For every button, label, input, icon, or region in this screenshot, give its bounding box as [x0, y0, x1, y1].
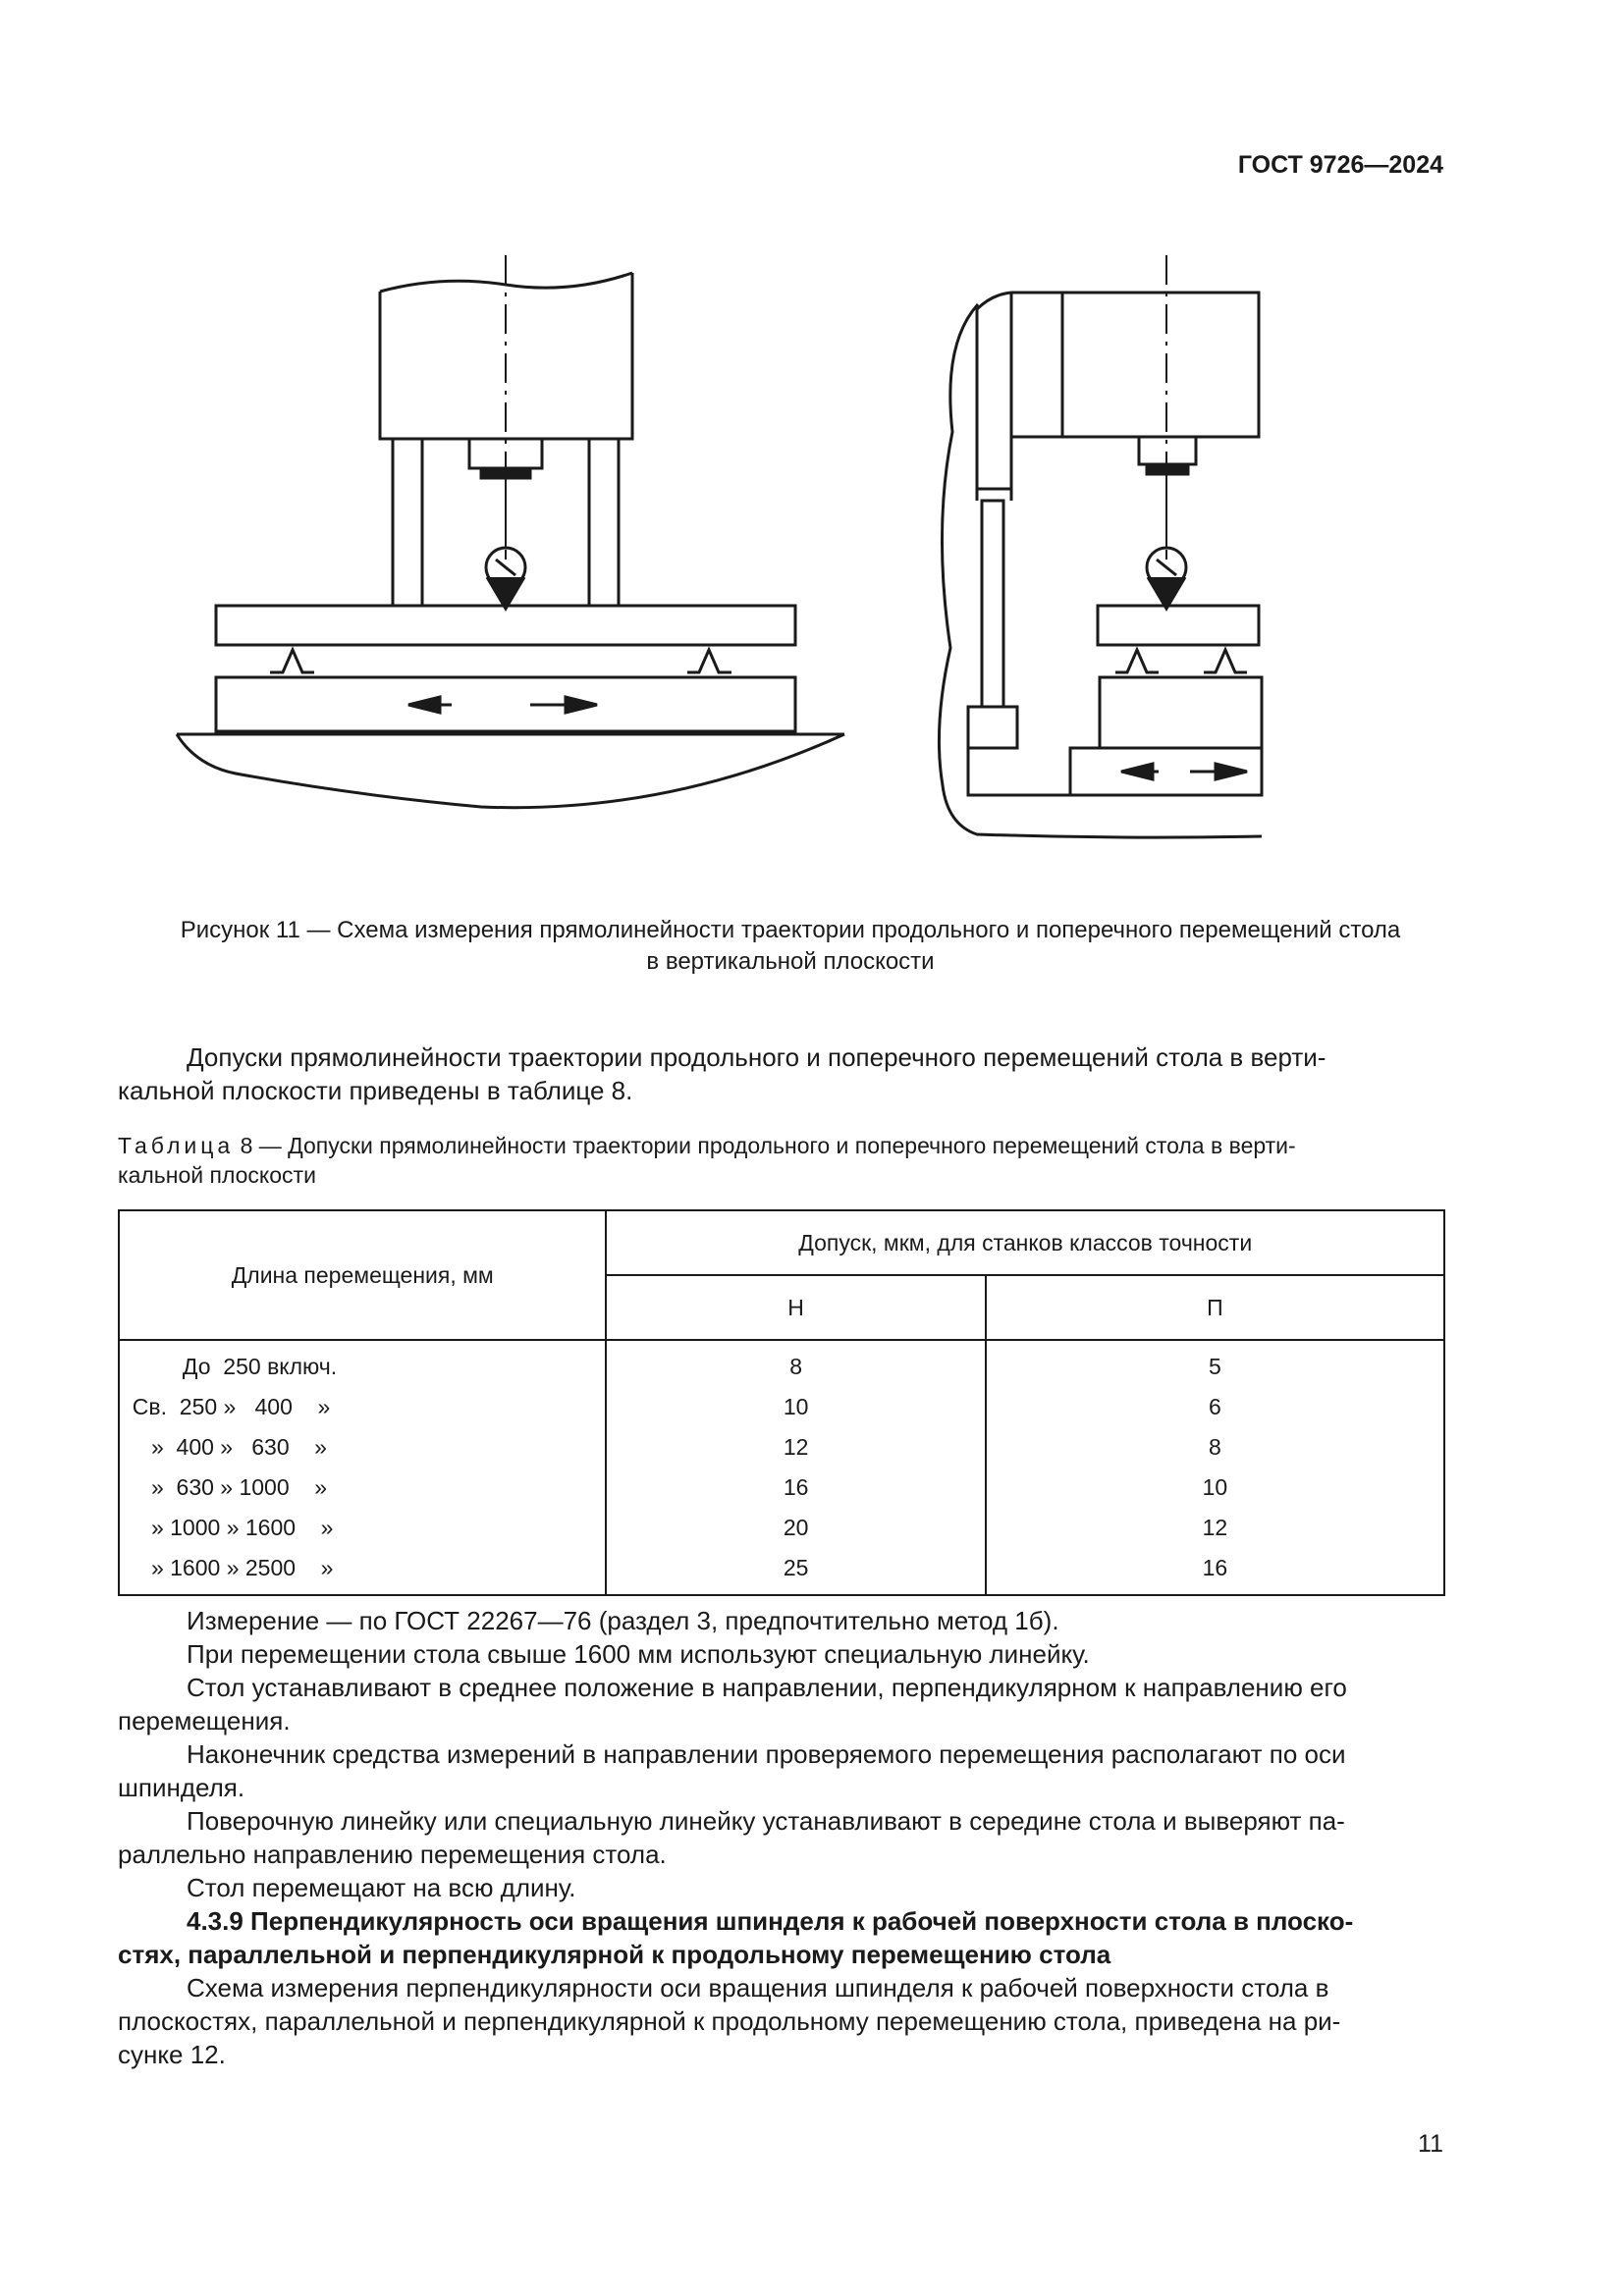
table-row — [119, 1387, 1444, 1427]
col-header-tolerance: Допуск, мкм, для станков классов точности — [606, 1210, 1444, 1275]
section-heading-4-3-9: 4.3.9 Перпендикулярность оси вращения шпинделя к рабочей поверхности стола в плоско- — [187, 1906, 1354, 1936]
cell-class-p: 10 — [986, 1468, 1444, 1508]
tolerance-table — [118, 1209, 1445, 1596]
figure-11 — [157, 236, 1375, 874]
table-label: Таблица — [118, 1133, 235, 1158]
cell-length: » 1600 » 2500 » — [119, 1548, 606, 1595]
paragraph-table-move: Стол перемещают на всю длину. — [187, 1873, 576, 1902]
col-header-class-p: П — [986, 1275, 1444, 1340]
page-number: 11 — [1418, 2130, 1443, 2158]
cell-class-n: 20 — [606, 1508, 985, 1548]
left-machine-diagram — [177, 255, 844, 808]
right-machine-diagram — [939, 255, 1262, 837]
paragraph-table-position-cont: перемещения. — [118, 1706, 291, 1735]
paragraph-tip-position: Наконечник средства измерений в направлении проверяемого перемещения располагают по оси — [187, 1739, 1346, 1769]
table-row — [119, 1340, 1444, 1387]
paragraph-table-position: Стол устанавливают в среднее положение в направлении, перпендикулярном к направлению его — [187, 1673, 1347, 1702]
cell-class-n: 16 — [606, 1468, 985, 1508]
cell-class-p: 5 — [986, 1340, 1444, 1387]
figure-caption — [118, 915, 1463, 978]
table-row — [119, 1468, 1444, 1508]
section-heading-4-3-9-cont: стях, параллельной и перпендикулярной к продольному перемещению стола — [118, 1940, 1111, 1969]
cell-length: » 1000 » 1600 » — [119, 1508, 606, 1548]
cell-length: » 630 » 1000 » — [119, 1468, 606, 1508]
paragraph-scheme-ref: Схема измерения перпендикулярности оси вращения шпинделя к рабочей поверхности стола в — [187, 1973, 1329, 2002]
cell-class-p: 16 — [986, 1548, 1444, 1595]
cell-class-n: 10 — [606, 1387, 985, 1427]
intro-paragraph — [118, 1041, 1445, 1107]
paragraph-tip-position-cont: шпинделя. — [118, 1773, 245, 1802]
cell-class-p: 8 — [986, 1427, 1444, 1468]
measurement-scheme-drawing — [157, 236, 1375, 874]
paragraph-special-ruler: При перемещении стола свыше 1600 мм используют специальную линейку. — [187, 1639, 1090, 1669]
paragraph-measurement: Измерение — по ГОСТ 22267—76 (раздел 3, предпочтительно метод 1б). — [187, 1606, 1059, 1635]
cell-class-n: 12 — [606, 1427, 985, 1468]
col-header-class-n: Н — [606, 1275, 985, 1340]
col-header-length: Длина перемещения, мм — [119, 1210, 606, 1340]
table-row — [119, 1548, 1444, 1595]
document-code: ГОСТ 9726—2024 — [1237, 151, 1443, 179]
table-title — [118, 1131, 1445, 1190]
intro-line2: кальной плоскости приведены в таблице 8. — [118, 1076, 633, 1105]
table-title-line2: кальной плоскости — [118, 1162, 316, 1188]
table-row — [119, 1427, 1444, 1468]
cell-class-n: 25 — [606, 1548, 985, 1595]
cell-class-n: 8 — [606, 1340, 985, 1387]
figure-caption-line2: в вертикальной плоскости — [646, 948, 935, 975]
cell-length: До 250 включ. — [119, 1340, 606, 1387]
left-motion-arrows — [408, 697, 597, 713]
intro-line1: Допуски прямолинейности траектории продольного и поперечного перемещений стола в верти- — [187, 1042, 1326, 1072]
cell-length: Св. 250 » 400 » — [119, 1387, 606, 1427]
paragraph-ruler-setup-cont: раллельно направлению перемещения стола. — [118, 1840, 667, 1869]
table-row — [119, 1508, 1444, 1548]
paragraph-ruler-setup: Поверочную линейку или специальную линейку устанавливают в середине стола и выверяют па- — [187, 1806, 1345, 1836]
cell-class-p: 12 — [986, 1508, 1444, 1548]
right-motion-arrows — [1121, 764, 1247, 779]
cell-length: » 400 » 630 » — [119, 1427, 606, 1468]
paragraph-scheme-ref-cont1: плоскостях, параллельной и перпендикулярной к продольному перемещению стола, приведена на ри- — [118, 2006, 1341, 2036]
cell-class-p: 6 — [986, 1387, 1444, 1427]
figure-caption-line1: Рисунок 11 — Схема измерения прямолинейности траектории продольного и поперечного перемещений стола — [180, 917, 1401, 943]
table-title-text: 8 — Допуски прямолинейности траектории продольного и поперечного перемещений стола в верти- — [234, 1133, 1296, 1158]
body-text — [118, 1604, 1445, 2071]
paragraph-scheme-ref-cont2: сунке 12. — [118, 2040, 226, 2069]
